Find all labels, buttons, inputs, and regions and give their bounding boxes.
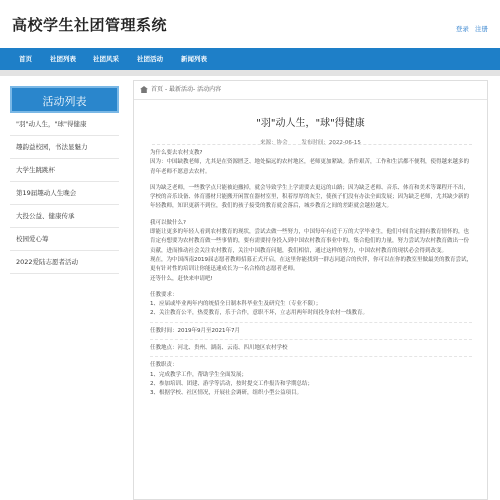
body-paragraph: 因为缺乏老师，一些教学点只能被迫撤掉，就会导致学生上学需要去更远的山路；因为缺乏老师、音乐、体育和美术等课程开不出，学校的音乐设备、体育器材只能搬开闲置在器材室里，积着厚厚的灰尘，使孩子们没有办法全面发展；因为缺乏老师，尤其缺少新的年轻教师，知识更新不到位，我们的孩子接受的教育就会落后，城乡教育之间的差距就会越拉越大。 xyxy=(150,184,470,210)
sidebar-title: 活动列表 xyxy=(10,86,119,113)
nav-club-style[interactable]: 社团风采 xyxy=(93,55,119,63)
login-link[interactable]: 登录 xyxy=(455,25,469,33)
nav-club-activity[interactable]: 社团活动 xyxy=(137,55,163,63)
breadcrumb-separator: - xyxy=(164,86,168,93)
duty-item: 3、根据学校、社区情况，开展社会调研，组织小型公益项目。 xyxy=(150,390,303,397)
place-line xyxy=(150,344,472,357)
teaching-place: 任教地点：河北、贵州、湖南、云南、四川地区农村学校 xyxy=(150,345,288,352)
article-author: 来源：协会 xyxy=(260,140,288,146)
time-line xyxy=(150,327,472,340)
home-icon xyxy=(140,86,148,93)
article-panel xyxy=(133,80,488,500)
body-paragraph: 现在，为中国西南2019届志愿者教师招募正式开启，在这里你能找到一群志同道合的伙伴，你可以在你的教室里做最美的教育尝试，更有针对性的培训让你能迅速成长为一名合格的志愿者老师。 xyxy=(150,256,473,273)
breadcrumb-path: 最新活动- 活动内容 xyxy=(169,86,222,93)
auth-links xyxy=(452,24,488,33)
requirement-item: 1、应届或毕业两年内的统招全日制本科毕业生及研究生（专业不限）； xyxy=(150,301,322,308)
requirements-title: 任教要求： xyxy=(150,291,178,298)
sidebar-item[interactable]: 2022爱陆志愿者活动 xyxy=(10,251,119,274)
duty-item: 1、完成教学工作，帮助学生全面发展； xyxy=(150,371,248,378)
sidebar-item[interactable]: 校园爱心筹 xyxy=(10,228,119,251)
site-title: 高校学生社团管理系统 xyxy=(12,16,168,34)
breadcrumb-home[interactable]: 首页 xyxy=(151,86,164,93)
sidebar-item[interactable]: 第19届趣动人生晚会 xyxy=(10,182,119,205)
article-body xyxy=(150,149,472,399)
teaching-time: 任教时间：2019年9月至2021年7月 xyxy=(150,327,240,334)
body-paragraph: 为什么要去农村支教? xyxy=(150,150,203,156)
site-header xyxy=(0,0,500,48)
body-paragraph: 我可以做什么? xyxy=(150,219,186,226)
sidebar-item[interactable]: 大学生跳跳杯 xyxy=(10,159,119,182)
body-paragraph: 即能让更多的年轻人看到农村教育的现状，尝试去做一些努力，中国每年有近千万的大学毕业生，他们中间肯定拥有教育情怀的，也肯定有想要为农村教育做一些事情的，要有需要持身投入到中国农村教育事业中的，集合他们的力量，努力尝试为农村教育做出一份贡献，进而推动社会关注农村教育，关注中国教育问题，我们相信，通过这样的努力，中国农村教育的现状必会得到改变。 xyxy=(150,229,470,254)
requirement-item: 2、关注教育公平，热爱教育，乐于合作，意职不坏，立志用两年时间投身农村一线教育。 xyxy=(150,310,369,317)
nav-home[interactable]: 首页 xyxy=(19,55,32,63)
article-time: 发布时间：2022-06-15 xyxy=(301,140,361,146)
duty-item: 2、参加培训、团建、游学等活动，按时提交工作报告和学期总结； xyxy=(150,380,314,387)
nav-divider xyxy=(0,70,500,76)
body-paragraph: 因为：中国缺教老师，尤其是在资源匮乏、地处偏远的农村地区，老师更加紧缺。条件艰苦，工作和生活都不便利，使得越来越多的青年老师不愿意去农村。 xyxy=(150,159,470,175)
article-title: "羽"动人生，"球"得健康 xyxy=(256,118,365,129)
nav-news-list[interactable]: 新闻列表 xyxy=(181,55,207,63)
sidebar-item[interactable]: 趣韵益校园，书法显魅力 xyxy=(10,136,119,159)
sidebar xyxy=(10,86,119,274)
body-paragraph: 还等什么，赶快来申请吧! xyxy=(150,275,213,282)
sidebar-item[interactable]: 大投公益、健康传承 xyxy=(10,205,119,228)
nav-club-list[interactable]: 社团列表 xyxy=(50,55,76,63)
register-link[interactable]: 注册 xyxy=(475,25,488,33)
article-divider xyxy=(152,144,472,145)
breadcrumb xyxy=(134,81,487,100)
requirements-block xyxy=(150,291,472,323)
duty-title: 任教职责： xyxy=(150,362,178,369)
sidebar-item[interactable]: "羽"动人生，"球"得健康 xyxy=(10,113,119,136)
main-nav xyxy=(0,48,500,70)
